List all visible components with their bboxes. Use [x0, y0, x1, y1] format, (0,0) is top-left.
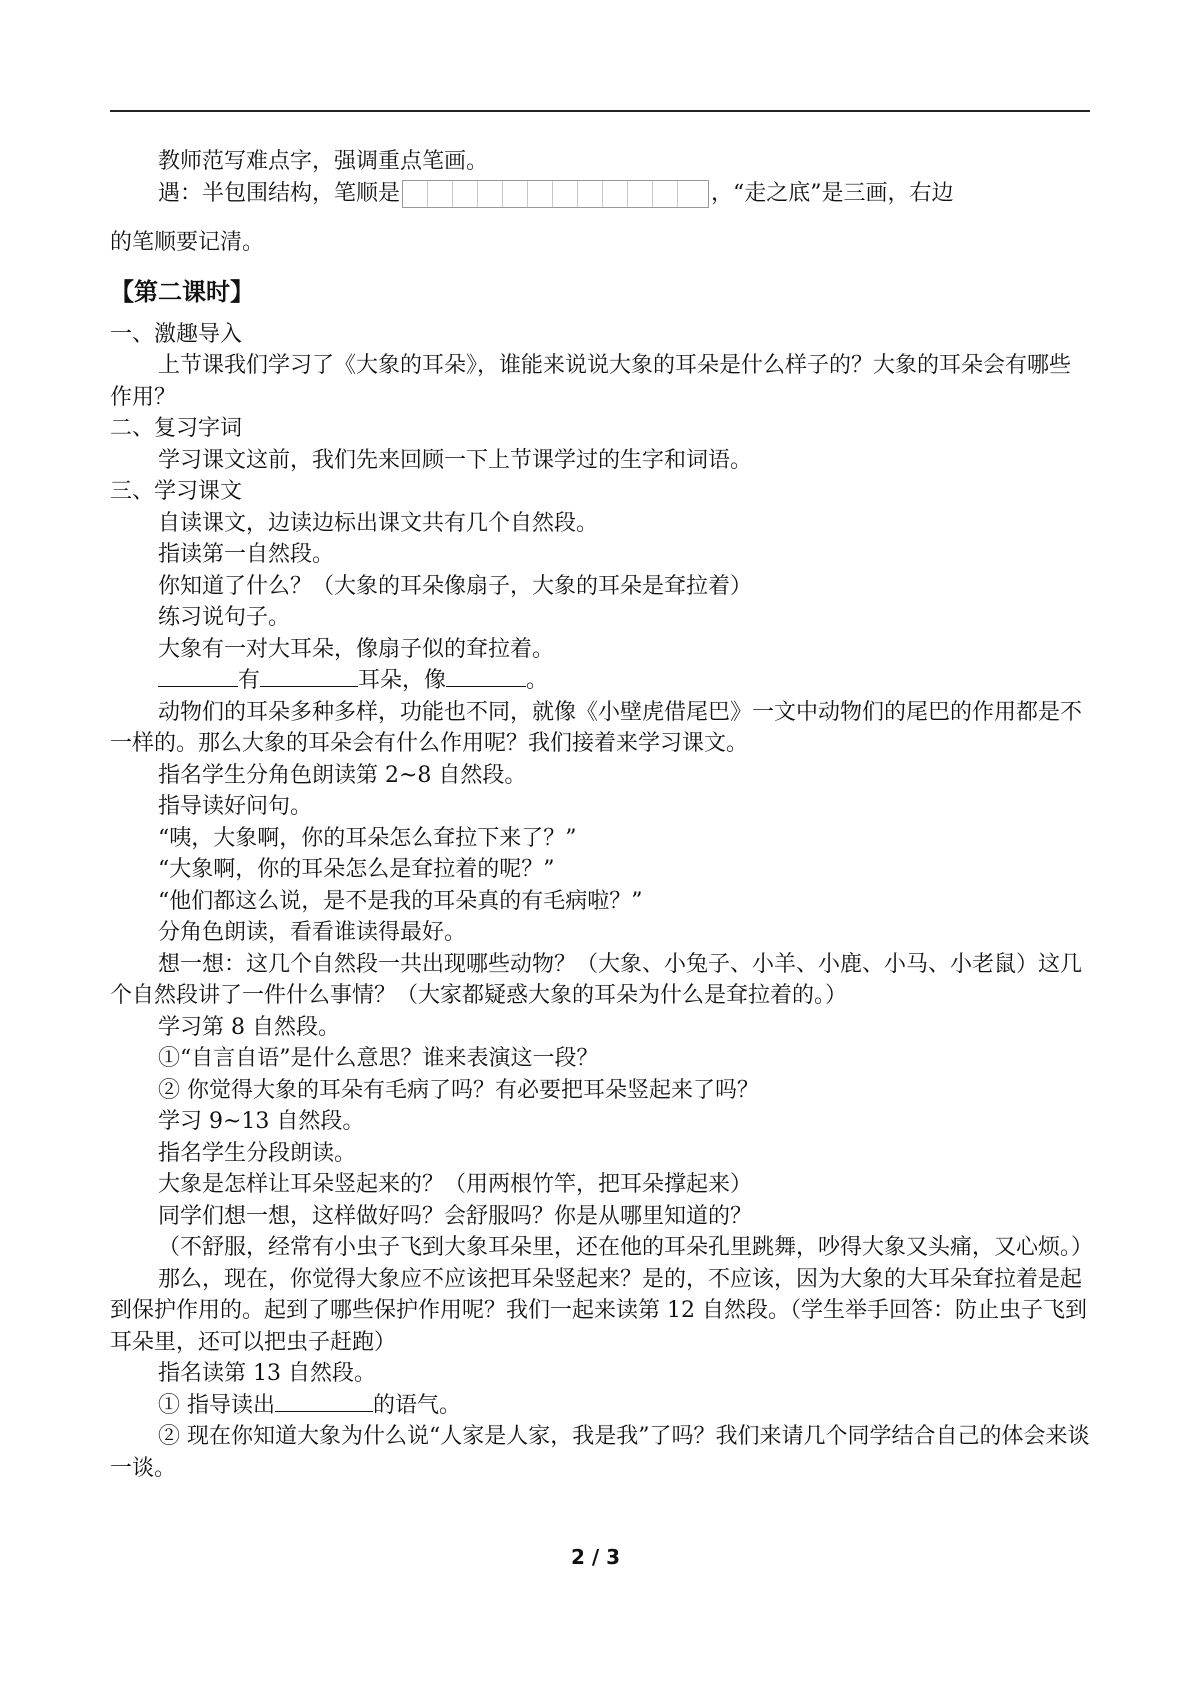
text: ① 指导读出: [158, 1392, 275, 1418]
blank: [446, 666, 526, 687]
paragraph: 动物们的耳朵多种多样，功能也不同，就像《小壁虎借尾巴》一文中动物们的尾巴的作用都是不一样的。那么大象的耳朵会有什么作用呢？我们接着来学习课文。: [110, 699, 1083, 756]
paragraph: 指读第一自然段。: [158, 542, 335, 567]
paragraph: 大象是怎样让耳朵竖起来的？（用两根竹竿，把耳朵撑起来）: [158, 1172, 753, 1197]
quote: “大象啊，你的耳朵怎么是耷拉着的呢？”: [158, 857, 555, 882]
stroke-step: [553, 181, 578, 207]
header-rule: [110, 110, 1090, 112]
stroke-step: [628, 181, 653, 207]
paragraph: 的笔顺要记清。: [110, 230, 265, 255]
blank: [260, 666, 358, 687]
quote: “咦，大象啊，你的耳朵怎么耷拉下来了？”: [158, 825, 577, 851]
paragraph: 学习第 8 自然段。: [158, 1014, 340, 1040]
text: 有: [238, 668, 261, 693]
stroke-step: [428, 181, 453, 207]
paragraph: 教师范写难点字，强调重点笔画。: [158, 149, 489, 174]
stroke-order-text: 遇：半包围结构，笔顺是: [158, 180, 401, 206]
stroke-step: [403, 181, 428, 207]
blank: [275, 1391, 373, 1412]
paragraph: 学习课文这前，我们先来回顾一下上节课学过的生字和词语。: [158, 447, 753, 473]
section-title: 三、学习课文: [110, 479, 243, 504]
stroke-step: [603, 181, 628, 207]
document-body: [110, 146, 1094, 1484]
paragraph: 指名读第 13 自然段。: [158, 1361, 376, 1386]
stroke-step: [453, 181, 478, 207]
paragraph: ② 你觉得大象的耳朵有毛病了吗？有必要把耳朵竖起来了吗？: [158, 1077, 759, 1103]
quote: “他们都这么说，是不是我的耳朵真的有毛病啦？”: [158, 888, 643, 914]
paragraph: 想一想：这几个自然段一共出现哪些动物？（大象、小兔子、小羊、小鹿、小马、小老鼠）这几个自然段讲了一件什么事情？（大家都疑惑大象的耳朵为什么是耷拉着的。）: [110, 951, 1083, 1008]
text: 的语气。: [373, 1392, 462, 1418]
stroke-step: [478, 181, 503, 207]
stroke-step: [578, 181, 603, 207]
section-title: 二、复习字词: [110, 416, 243, 441]
fill-blank-sentence: [110, 665, 1090, 697]
paragraph: ①“自言自语”是什么意思？谁来表演这一段？: [158, 1046, 599, 1071]
paragraph: 指名学生分角色朗读第 2~8 自然段。: [158, 762, 527, 788]
paragraph: 分角色朗读，看看谁读得最好。: [158, 920, 467, 945]
stroke-step: [653, 181, 678, 207]
stroke-step: [528, 181, 553, 207]
paragraph: 学习 9~13 自然段。: [158, 1109, 365, 1134]
paragraph: ② 现在你知道大象为什么说“人家是人家，我是我”了吗？我们来请几个同学结合自己的体会来谈一谈。: [110, 1424, 1090, 1481]
paragraph: 大象有一对大耳朵，像扇子似的耷拉着。: [158, 636, 555, 662]
paragraph: 上节课我们学习了《大象的耳朵》，谁能来说说大象的耳朵是什么样子的？大象的耳朵会有哪些作用？: [110, 353, 1072, 410]
fill-blank-sentence: [110, 1390, 1090, 1422]
stroke-order-line: [110, 178, 1090, 210]
paragraph: 那么，现在，你觉得大象应不应该把耳朵竖起来？是的，不应该，因为大象的大耳朵耷拉着是起到保护作用的。起到了哪些保护作用呢？我们一起来读第 12 自然段。（学生举手回答：防止虫子飞到耳朵里，还可以把虫子赶跑）: [110, 1266, 1087, 1355]
page-number: 2 / 3: [570, 1545, 621, 1569]
paragraph: 练习说句子。: [158, 605, 291, 630]
text: 耳朵，像: [358, 668, 447, 693]
blank: [158, 666, 238, 687]
section-heading: 【第二课时】: [110, 277, 254, 306]
stroke-order-tail: ，“走之底”是三画，右边: [711, 180, 954, 206]
stroke-step: [503, 181, 528, 207]
text: 。: [526, 668, 549, 693]
paragraph: 同学们想一想，这样做好吗？会舒服吗？你是从哪里知道的？: [158, 1203, 753, 1229]
paragraph: 指名学生分段朗读。: [158, 1140, 357, 1166]
section-title: 一、激趣导入: [110, 321, 243, 347]
paragraph: 你知道了什么？（大象的耳朵像扇子，大象的耳朵是耷拉着）: [158, 573, 753, 599]
stroke-order-image: [402, 180, 709, 208]
paragraph: 指导读好问句。: [158, 794, 313, 819]
stroke-step: [678, 181, 708, 207]
paragraph: （不舒服，经常有小虫子飞到大象耳朵里，还在他的耳朵孔里跳舞，吵得大象又头痛，又心烦。）: [158, 1235, 1094, 1260]
paragraph: 自读课文，边读边标出课文共有几个自然段。: [158, 510, 599, 536]
